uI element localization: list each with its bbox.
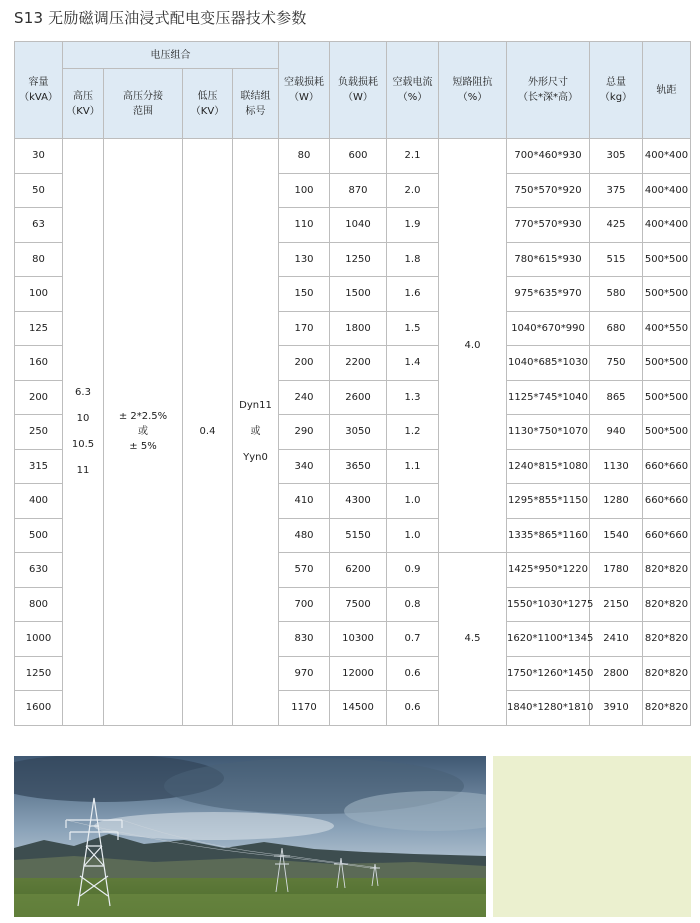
cell-capacity: 1250 — [15, 656, 63, 691]
cell-load-loss: 5150 — [330, 518, 387, 553]
cell-dims: 1620*1100*1345 — [507, 622, 590, 657]
header-capacity-unit: （kVA） — [19, 92, 58, 103]
cell-capacity: 315 — [15, 449, 63, 484]
cell-dims: 1335*865*1160 — [507, 518, 590, 553]
cell-dims: 700*460*930 — [507, 139, 590, 174]
tap-value-line: 或 — [138, 426, 148, 438]
vector-value-line: Yyn0 — [243, 451, 268, 463]
hv-value-line: 6.3 — [75, 386, 91, 398]
header-hv-label: 高压 — [73, 90, 93, 102]
cell-weight: 680 — [590, 311, 643, 346]
cell-weight: 1540 — [590, 518, 643, 553]
cell-noload-loss: 340 — [279, 449, 330, 484]
cell-gauge: 400*550 — [643, 311, 691, 346]
cell-noload-current: 0.9 — [387, 553, 439, 588]
header-load-loss-unit: （W） — [343, 92, 373, 103]
transmission-tower-photo — [14, 756, 486, 917]
header-impedance — [439, 42, 507, 139]
cell-capacity: 800 — [15, 587, 63, 622]
cell-dims: 1840*1280*1810 — [507, 691, 590, 726]
hv-value-line: 10.5 — [71, 438, 95, 450]
header-lv — [183, 69, 233, 139]
tap-value-line: ± 5% — [129, 441, 157, 453]
cell-dims: 1040*685*1030 — [507, 346, 590, 381]
header-vector-label: 联结组 — [240, 90, 271, 102]
header-noload-current — [387, 42, 439, 139]
cell-lv-merged: 0.4 — [183, 139, 233, 726]
cell-dims: 1125*745*1040 — [507, 380, 590, 415]
cell-gauge: 820*820 — [643, 587, 691, 622]
hv-value-line: 11 — [76, 464, 90, 476]
cell-noload-loss: 1170 — [279, 691, 330, 726]
tap-value-line: ± 2*2.5% — [118, 411, 168, 423]
cell-weight: 1280 — [590, 484, 643, 519]
cell-tap-merged — [104, 139, 183, 726]
cell-load-loss: 3650 — [330, 449, 387, 484]
table-row — [15, 139, 691, 174]
cell-capacity: 100 — [15, 277, 63, 312]
cell-gauge: 500*500 — [643, 380, 691, 415]
cell-dims: 1295*855*1150 — [507, 484, 590, 519]
cell-noload-loss: 970 — [279, 656, 330, 691]
cell-weight: 2150 — [590, 587, 643, 622]
header-lv-unit: （KV） — [190, 105, 225, 117]
cell-gauge: 820*820 — [643, 691, 691, 726]
cell-noload-loss: 150 — [279, 277, 330, 312]
cell-capacity: 160 — [15, 346, 63, 381]
cell-noload-loss: 240 — [279, 380, 330, 415]
header-noload-current-unit: （%） — [397, 92, 428, 103]
cell-load-loss: 600 — [330, 139, 387, 174]
cell-gauge: 500*500 — [643, 346, 691, 381]
cell-noload-current: 1.0 — [387, 484, 439, 519]
cell-gauge: 500*500 — [643, 415, 691, 450]
vector-value-line: 或 — [250, 425, 261, 437]
cell-weight: 425 — [590, 208, 643, 243]
cell-gauge: 400*400 — [643, 139, 691, 174]
cell-weight: 3910 — [590, 691, 643, 726]
header-noload-loss-unit: （W） — [289, 92, 319, 103]
header-vector — [233, 69, 279, 139]
cell-load-loss: 12000 — [330, 656, 387, 691]
cell-capacity: 1000 — [15, 622, 63, 657]
header-noload-loss — [279, 42, 330, 139]
power-tower-landscape-image — [14, 756, 486, 917]
cell-gauge: 400*400 — [643, 173, 691, 208]
header-tap-label-2: 范围 — [133, 105, 153, 117]
cell-noload-loss: 830 — [279, 622, 330, 657]
cell-weight: 865 — [590, 380, 643, 415]
page-title: S13 无励磁调压油浸式配电变压器技术参数 — [14, 9, 307, 27]
cell-dims: 750*570*920 — [507, 173, 590, 208]
cell-load-loss: 2200 — [330, 346, 387, 381]
cell-hv-merged — [63, 139, 104, 726]
cell-load-loss: 1250 — [330, 242, 387, 277]
header-noload-current-label: 空载电流 — [392, 77, 433, 88]
cell-vector-merged — [233, 139, 279, 726]
cell-noload-current: 2.0 — [387, 173, 439, 208]
cell-capacity: 80 — [15, 242, 63, 277]
cell-noload-current: 1.2 — [387, 415, 439, 450]
header-gauge: 轨距 — [643, 42, 691, 139]
header-hv — [63, 69, 104, 139]
cell-noload-current: 1.4 — [387, 346, 439, 381]
cell-gauge: 820*820 — [643, 656, 691, 691]
cell-noload-current: 1.0 — [387, 518, 439, 553]
cell-load-loss: 4300 — [330, 484, 387, 519]
cell-noload-current: 2.1 — [387, 139, 439, 174]
cell-weight: 305 — [590, 139, 643, 174]
header-load-loss-label: 负载损耗 — [338, 77, 378, 88]
cell-noload-loss: 290 — [279, 415, 330, 450]
cell-noload-current: 1.1 — [387, 449, 439, 484]
cell-impedance-b: 4.5 — [439, 553, 507, 726]
cell-dims: 1040*670*990 — [507, 311, 590, 346]
header-dims-unit: （长*深*高） — [518, 92, 578, 103]
cell-noload-current: 1.3 — [387, 380, 439, 415]
hv-value-line: 10 — [76, 412, 90, 424]
cell-load-loss: 1800 — [330, 311, 387, 346]
cell-capacity: 250 — [15, 415, 63, 450]
cell-capacity: 630 — [15, 553, 63, 588]
cell-weight: 515 — [590, 242, 643, 277]
header-load-loss — [330, 42, 387, 139]
cell-capacity: 30 — [15, 139, 63, 174]
cell-capacity: 125 — [15, 311, 63, 346]
cell-gauge: 820*820 — [643, 622, 691, 657]
cell-load-loss: 1040 — [330, 208, 387, 243]
cell-load-loss: 3050 — [330, 415, 387, 450]
header-weight — [590, 42, 643, 139]
cell-noload-loss: 130 — [279, 242, 330, 277]
green-color-panel — [493, 756, 691, 917]
cell-load-loss: 6200 — [330, 553, 387, 588]
cell-gauge: 660*660 — [643, 518, 691, 553]
cell-gauge: 660*660 — [643, 484, 691, 519]
cell-noload-current: 0.6 — [387, 656, 439, 691]
cell-noload-loss: 700 — [279, 587, 330, 622]
cell-load-loss: 870 — [330, 173, 387, 208]
cell-weight: 750 — [590, 346, 643, 381]
cell-dims: 1550*1030*1275 — [507, 587, 590, 622]
cell-gauge: 660*660 — [643, 449, 691, 484]
cell-noload-current: 0.8 — [387, 587, 439, 622]
cell-noload-loss: 410 — [279, 484, 330, 519]
cell-noload-current: 1.6 — [387, 277, 439, 312]
header-impedance-label: 短路阻抗 — [452, 77, 493, 88]
header-capacity-label: 容量 — [28, 77, 49, 88]
cell-dims: 780*615*930 — [507, 242, 590, 277]
cell-dims: 1130*750*1070 — [507, 415, 590, 450]
cell-gauge: 820*820 — [643, 553, 691, 588]
cell-load-loss: 2600 — [330, 380, 387, 415]
header-hv-unit: （KV） — [66, 105, 100, 117]
header-weight-label: 总量 — [606, 77, 626, 88]
cell-gauge: 500*500 — [643, 242, 691, 277]
cell-dims: 1425*950*1220 — [507, 553, 590, 588]
header-weight-unit: （kg） — [599, 92, 633, 103]
cell-noload-loss: 570 — [279, 553, 330, 588]
cell-weight: 580 — [590, 277, 643, 312]
cell-noload-current: 1.8 — [387, 242, 439, 277]
cell-gauge: 500*500 — [643, 277, 691, 312]
cell-noload-current: 0.6 — [387, 691, 439, 726]
cell-weight: 1780 — [590, 553, 643, 588]
header-impedance-unit: （%） — [457, 92, 488, 103]
cell-load-loss: 1500 — [330, 277, 387, 312]
cell-dims: 975*635*970 — [507, 277, 590, 312]
cell-noload-loss: 100 — [279, 173, 330, 208]
cell-weight: 940 — [590, 415, 643, 450]
spec-table-body — [15, 139, 691, 726]
header-dims-label: 外形尺寸 — [528, 77, 568, 88]
cell-noload-current: 0.7 — [387, 622, 439, 657]
cell-dims: 1240*815*1080 — [507, 449, 590, 484]
cell-noload-loss: 480 — [279, 518, 330, 553]
cell-noload-loss: 110 — [279, 208, 330, 243]
cell-noload-current: 1.5 — [387, 311, 439, 346]
header-tap — [104, 69, 183, 139]
cell-load-loss: 7500 — [330, 587, 387, 622]
cell-noload-loss: 80 — [279, 139, 330, 174]
cell-noload-current: 1.9 — [387, 208, 439, 243]
header-capacity — [15, 42, 63, 139]
cell-load-loss: 14500 — [330, 691, 387, 726]
cell-weight: 2410 — [590, 622, 643, 657]
header-dims — [507, 42, 590, 139]
header-noload-loss-label: 空载损耗 — [284, 77, 324, 88]
cell-capacity: 1600 — [15, 691, 63, 726]
cell-capacity: 50 — [15, 173, 63, 208]
cell-weight: 375 — [590, 173, 643, 208]
cell-load-loss: 10300 — [330, 622, 387, 657]
spec-table — [14, 41, 691, 726]
cell-weight: 2800 — [590, 656, 643, 691]
cell-dims: 1750*1260*1450 — [507, 656, 590, 691]
cell-capacity: 500 — [15, 518, 63, 553]
header-lv-label: 低压 — [197, 90, 218, 102]
cell-capacity: 400 — [15, 484, 63, 519]
header-voltage-group: 电压组合 — [63, 42, 279, 69]
cell-capacity: 63 — [15, 208, 63, 243]
header-tap-label: 高压分接 — [123, 90, 163, 102]
vector-value-line: Dyn11 — [239, 399, 272, 411]
cell-capacity: 200 — [15, 380, 63, 415]
cell-noload-loss: 200 — [279, 346, 330, 381]
cell-noload-loss: 170 — [279, 311, 330, 346]
cell-dims: 770*570*930 — [507, 208, 590, 243]
cell-weight: 1130 — [590, 449, 643, 484]
cell-impedance-a: 4.0 — [439, 139, 507, 553]
cell-gauge: 400*400 — [643, 208, 691, 243]
header-vector-label-2: 标号 — [245, 105, 266, 117]
